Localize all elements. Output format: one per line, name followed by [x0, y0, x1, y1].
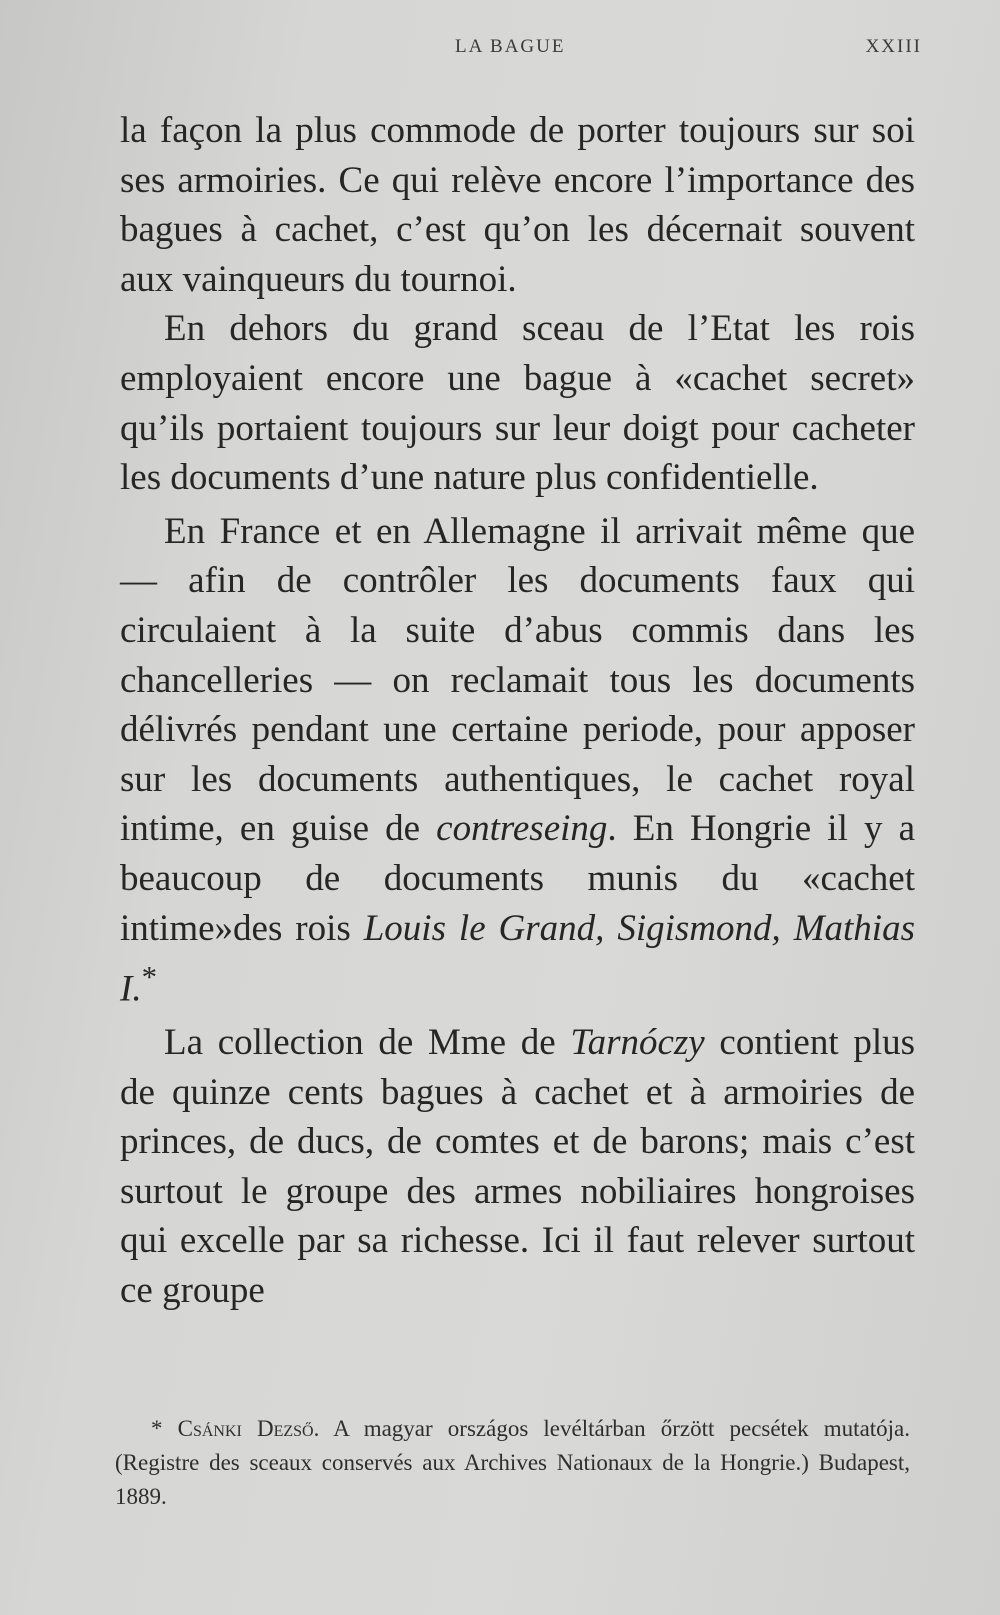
paragraph-4-italic-a: Tarnóczy	[570, 1022, 705, 1064]
page-number: XXIII	[865, 36, 922, 57]
paragraph-4-text-a: La collection de Mme de	[164, 1022, 571, 1064]
paragraph-3-text-a: En France et en Allemagne il arrivait même que — afin de contrôler les documents faux qui circulaient à la suite d’abus commis dans les chancelleries — on reclamait tous les documents délivrés pendant une certaine periode, pour apposer sur les documents authentiques, le cachet royal intime, en guise de	[120, 510, 915, 850]
footnote-body: A magyar országos levéltárban őrzött pecsétek mutatója. (Registre des sceaux conservés aux Archives Nationaux de la Hongrie.) Budapest, 1889.	[115, 1416, 911, 1509]
paragraph-3-text-b: . En Hongrie il y a beaucoup de documents munis du «cachet intime»des rois	[120, 808, 915, 949]
paragraph-4-text-b: contient plus de quinze cents bagues à cachet et à armoiries de princes, de ducs, de comtes et de barons; mais c’est surtout le groupe des armes nobiliaires hongroises qui excelle par sa richesse. Ici il faut relever surtout ce groupe	[120, 1022, 915, 1311]
footnote-mark: *	[151, 1416, 163, 1441]
running-head	[0, 36, 1000, 66]
running-title: LA BAGUE	[455, 36, 566, 57]
footnote	[115, 1412, 910, 1514]
paragraph-3-italic-a: contreseing	[436, 808, 608, 850]
paragraph-1: la façon la plus commode de porter toujours sur soi ses armoiries. Ce qui relève encore l’importance des bagues à cachet, c’est qu’on les décernait souvent aux vainqueurs du tournoi.	[120, 110, 915, 300]
footnote-author: Csánki Dezső.	[177, 1416, 320, 1441]
body-text	[120, 106, 915, 1316]
paragraph-2: En dehors du grand sceau de l’Etat les rois employaient encore une bague à «cachet secret» qu’ils portaient toujours sur leur doigt pour cacheter les documents d’une nature plus confidentielle.	[120, 308, 915, 499]
footnote-reference: *	[141, 960, 157, 995]
paragraph-3-italic-b: Louis le Grand, Sigismond, Mathias I.	[120, 907, 915, 1010]
paragraph-4	[120, 1018, 915, 1316]
paragraph-3	[120, 507, 915, 1014]
footnote-text	[115, 1412, 910, 1514]
